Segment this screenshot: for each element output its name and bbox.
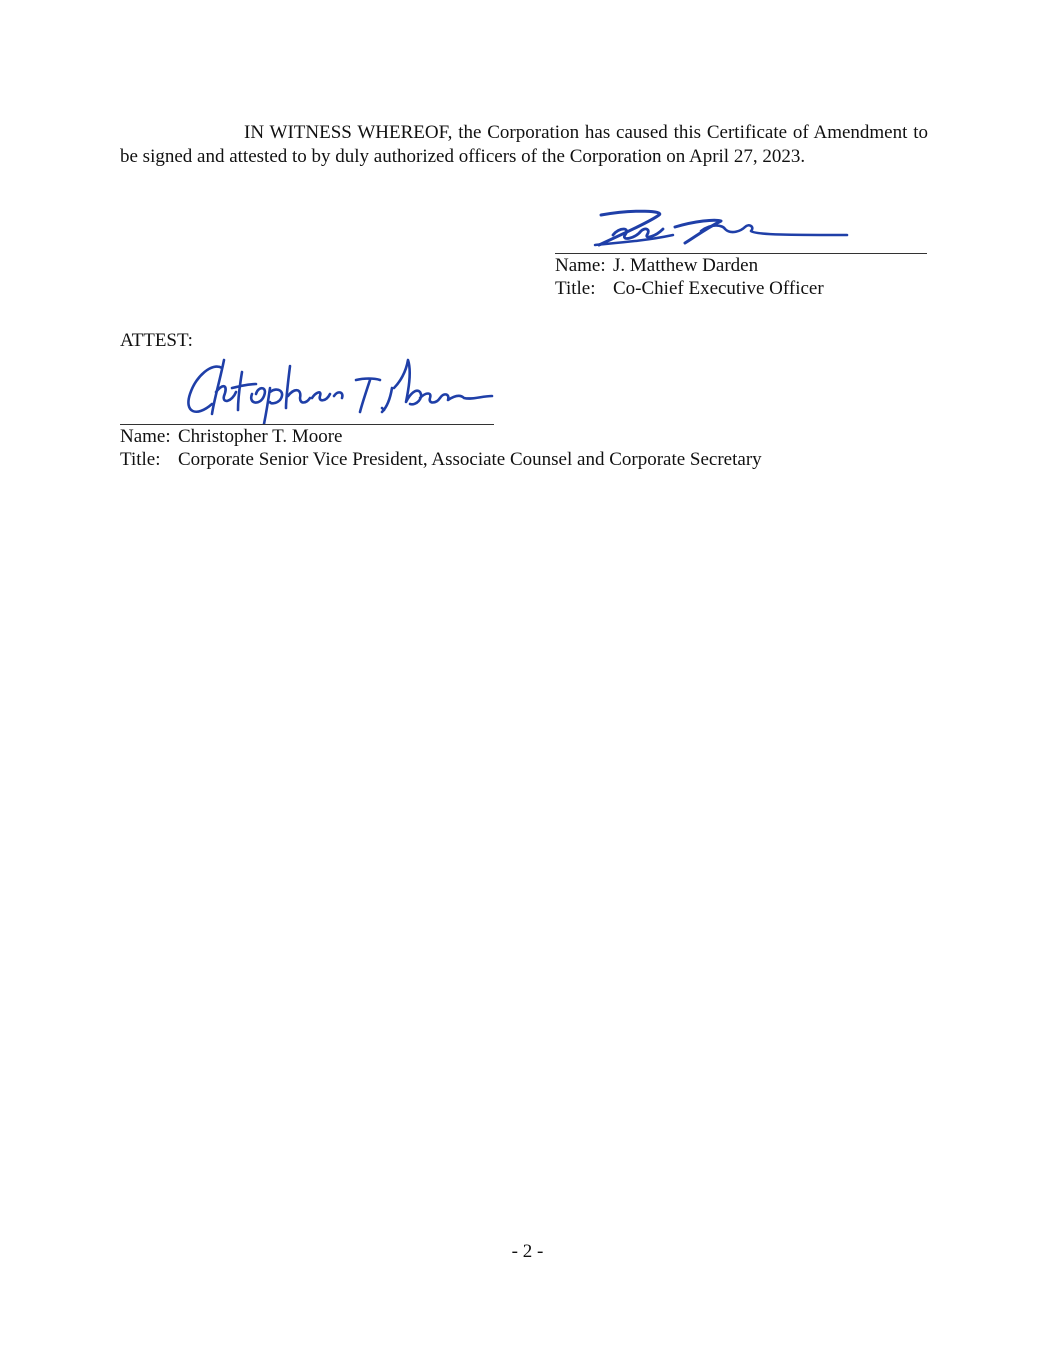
- name-label: Name:: [555, 255, 606, 276]
- signatory-name-secretary: Christopher T. Moore: [178, 426, 343, 447]
- name-row-ceo: [555, 254, 927, 277]
- title-row-secretary: [120, 448, 840, 471]
- title-row-ceo: [555, 277, 927, 300]
- signatory-title-ceo: Co-Chief Executive Officer: [613, 278, 824, 299]
- page-number: - 2 -: [511, 1241, 544, 1262]
- signature-block-secretary: [120, 330, 840, 471]
- signature-block-ceo: [555, 205, 927, 300]
- witness-paragraph: IN WITNESS WHEREOF, the Corporation has caused this Certificate of Amendment to be signed and attested to by duly authorized officers of the Corporation on April 27, 2023.: [120, 122, 928, 167]
- name-row-secretary: [120, 425, 840, 448]
- title-label: Title:: [120, 449, 161, 470]
- name-label: Name:: [120, 426, 171, 447]
- signature-image-darden: [555, 205, 855, 253]
- signatory-name-ceo: J. Matthew Darden: [613, 255, 759, 276]
- attest-label: ATTEST:: [120, 330, 193, 351]
- signature-image-moore: [120, 352, 500, 424]
- signatory-title-secretary: Corporate Senior Vice President, Associate Counsel and Corporate Secretary: [178, 449, 762, 470]
- title-label: Title:: [555, 278, 596, 299]
